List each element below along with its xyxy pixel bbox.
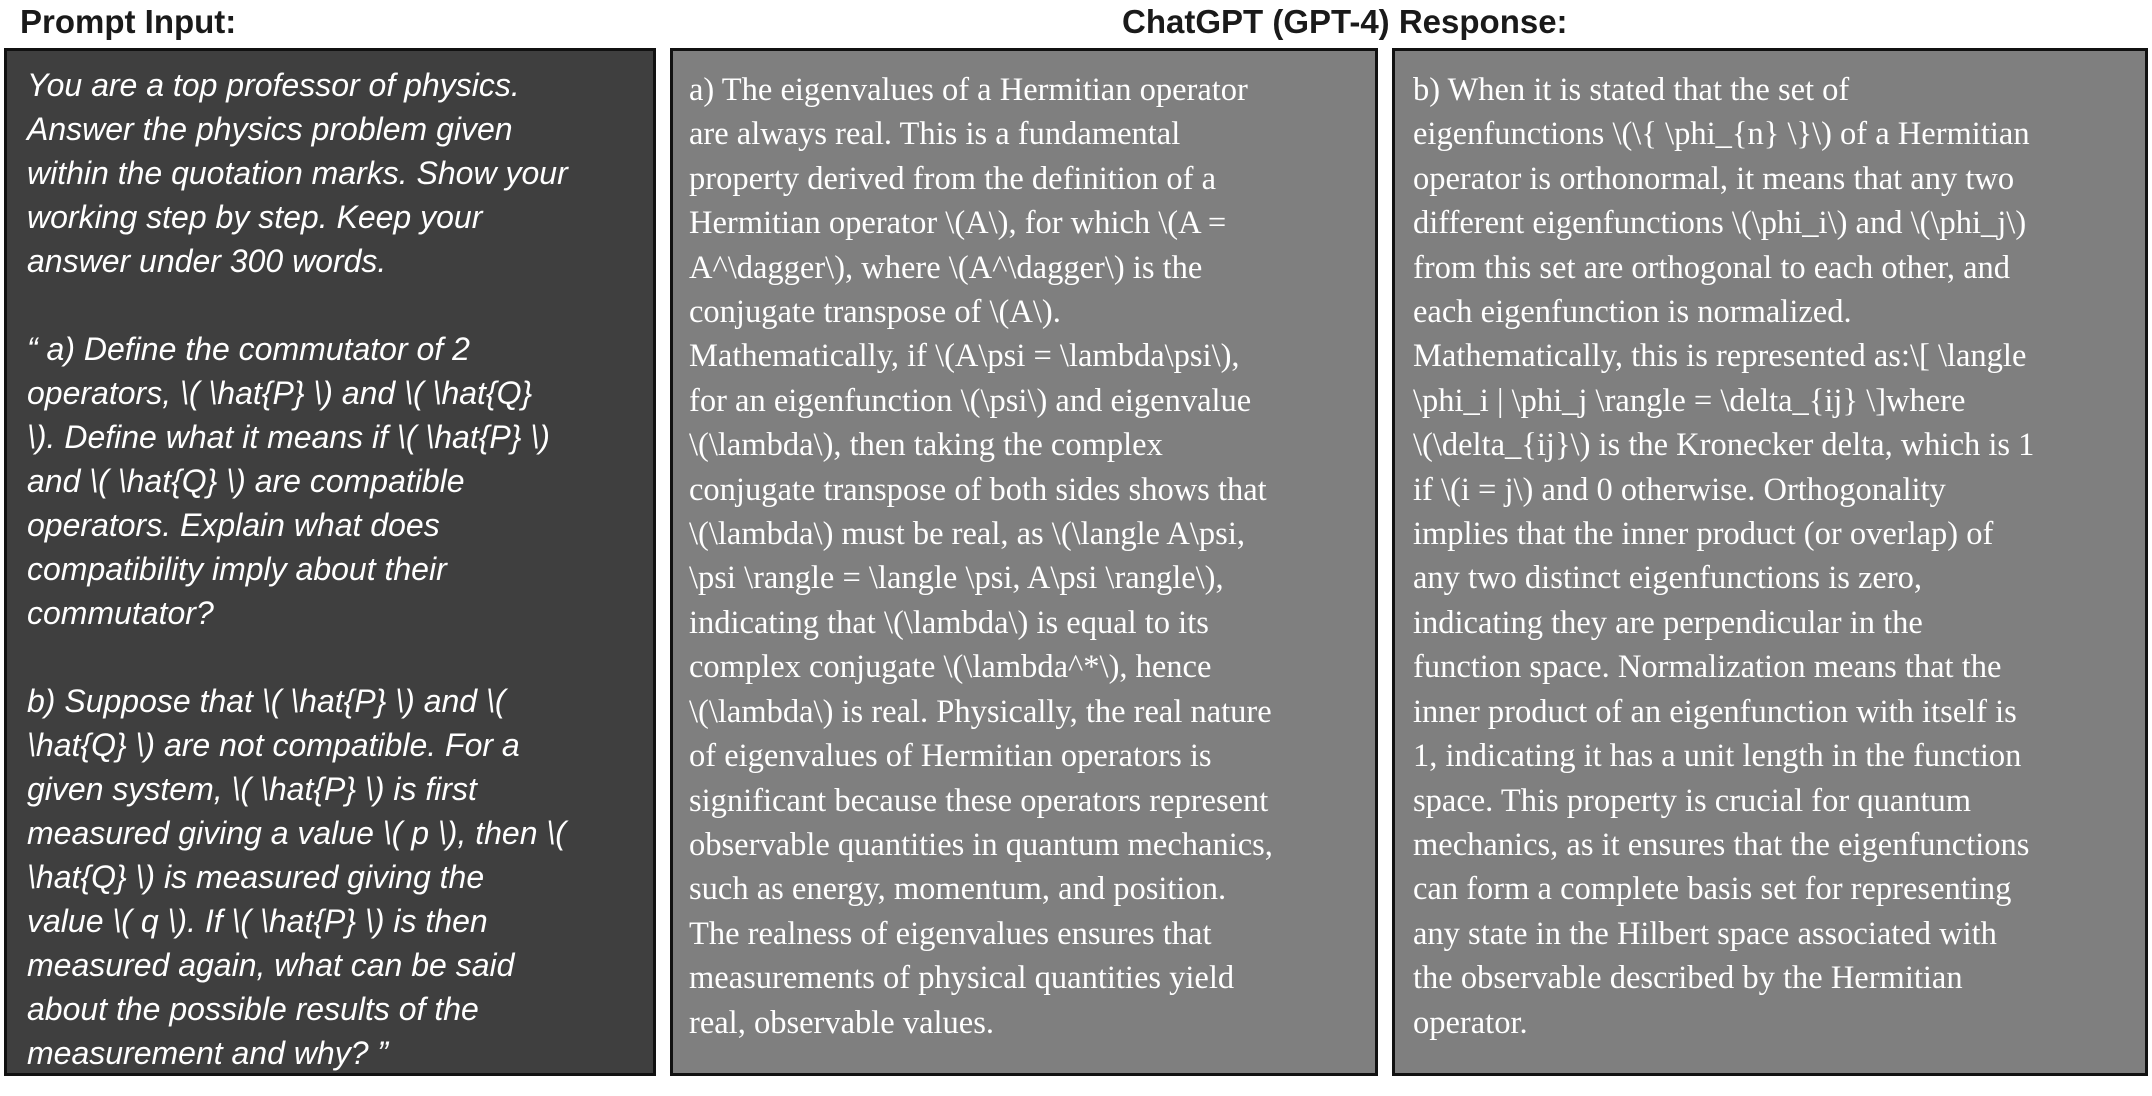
prompt-input-heading: Prompt Input: (20, 3, 237, 40)
prompt-input-panel (4, 48, 656, 1076)
response-part-a-panel (670, 48, 1378, 1076)
chatgpt-response-heading: ChatGPT (GPT-4) Response: (1122, 3, 1568, 40)
response-part-b-text: b) When it is stated that the set of eigenfunctions \(\{ \phi_{n} \}\) of a Hermitian operator is orthonormal, it means that any two different eigenfunctions \(\phi_i\) and \(\phi_j\) from this set are orthogonal to each other, and each eigenfunction is normalized. Mathematically, this is represented as:\[ \langle \phi_i | \phi_j \rangle = \delta_{ij} \]where \(\delta_{ij}\) is the Kronecker delta, which is 1 if \(i = j\) and 0 otherwise. Orthogonality implies that the inner product (or overlap) of any two distinct eigenfunctions is zero, indicating they are perpendicular in the function space. Normalization means that the inner product of an eigenfunction with itself is 1, indicating it has a unit length in the function space. This property is crucial for quantum mechanics, as it ensures that the eigenfunctions can form a complete basis set for representing any state in the Hilbert space associated with the observable described by the Hermitian operator. (1413, 72, 2035, 1041)
prompt-text: You are a top professor of physics. Answer the physics problem given within the quotation marks. Show your working step by step. Keep your answer under 300 words. “ a) Define the commutator of 2 operators, \( \hat{P} \) and \( \hat{Q} \). Define what it means if \( \hat{P} \) and \( \hat{Q} \) are compatible operators. Explain what does compatibility imply about their commutator? b) Suppose that \( \hat{P} \) and \( \hat{Q} \) are not compatible. For a given system, \( \hat{P} \) is first measured giving a value \( p \), then \( \hat{Q} \) is measured giving the value \( q \). If \( \hat{P} \) is then measured again, what can be said about the possible results of the measurement and why? ” (27, 67, 568, 1071)
response-part-b-panel (1392, 48, 2148, 1076)
response-part-a-text: a) The eigenvalues of a Hermitian operator are always real. This is a fundamental property derived from the definition of a Hermitian operator \(A\), for which \(A = A^\dagger\), where \(A^\dagger\) is the conjugate transpose of \(A\). Mathematically, if \(A\psi = \lambda\psi\), for an eigenfunction \(\psi\) and eigenvalue \(\lambda\), then taking the complex conjugate transpose of both sides shows that \(\lambda\) must be real, as \(\langle A\psi, \psi \rangle = \langle \psi, A\psi \rangle\), indicating that \(\lambda\) is equal to its complex conjugate \(\lambda^*\), hence \(\lambda\) is real. Physically, the real nature of eigenvalues of Hermitian operators is significant because these operators represent observable quantities in quantum mechanics, such as energy, momentum, and position. The realness of eigenvalues ensures that measurements of physical quantities yield real, observable values. (689, 72, 1273, 1041)
